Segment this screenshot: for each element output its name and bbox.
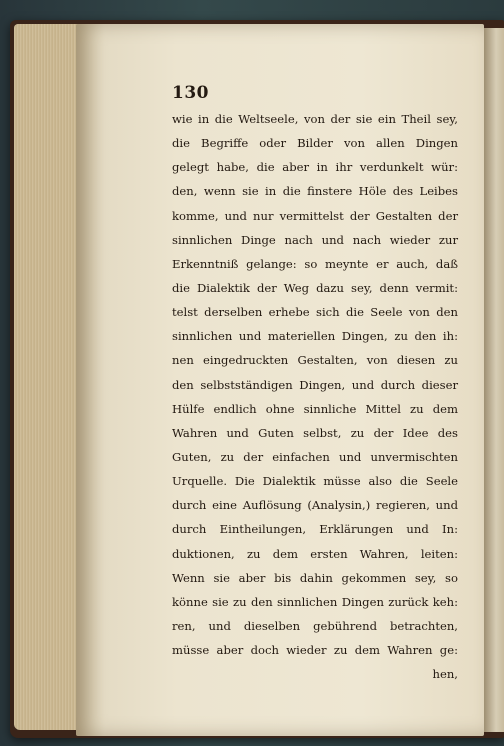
facing-page-edge: [484, 28, 504, 732]
text-line: die Dialektik der Weg dazu sey, denn vermit:: [172, 280, 458, 295]
text-line: wie in die Weltseele, von der sie ein Theil sey,: [172, 112, 458, 126]
text-line: Wahren und Guten selbst, zu der Idee des: [172, 425, 458, 440]
text-line: nen eingedruckten Gestalten, von diesen zu: [172, 353, 458, 368]
text-line: ren, und dieselben gebührend betrachten,: [172, 618, 458, 633]
text-line: komme, und nur vermittelst der Gestalten der: [172, 208, 458, 223]
text-line: Urquelle. Die Dialektik müsse also die Seele: [172, 474, 458, 489]
page-number: 130: [172, 83, 209, 103]
text-line: duktionen, zu dem ersten Wahren, leiten:: [172, 546, 458, 561]
text-line: Wenn sie aber bis dahin gekommen sey, so: [172, 570, 458, 585]
text-line: Guten, zu der einfachen und unvermischten: [172, 449, 458, 464]
text-line: telst derselben erhebe sich die Seele von den: [172, 305, 458, 320]
text-line: die Begriffe oder Bilder von allen Dingen: [172, 136, 458, 151]
text-line: sinnlichen und materiellen Dingen, zu den ih:: [172, 329, 458, 344]
text-line: hen,: [432, 667, 458, 682]
text-line: Erkenntniß gelange: so meynte er auch, daß: [172, 256, 458, 271]
text-line: durch Eintheilungen, Erklärungen und In:: [172, 522, 458, 537]
text-line: Hülfe endlich ohne sinnliche Mittel zu dem: [172, 401, 458, 416]
text-line: den selbstständigen Dingen, und durch dieser: [172, 377, 458, 392]
text-line: den, wenn sie in die finstere Höle des Leibes: [172, 184, 458, 199]
page-text: [172, 107, 458, 686]
text-line: durch eine Auflösung (Analysin,) regieren, und: [172, 498, 458, 513]
text-line: sinnlichen Dinge nach und nach wieder zur: [172, 232, 458, 247]
text-line: müsse aber doch wieder zu dem Wahren ge:: [172, 643, 458, 658]
text-line: gelegt habe, die aber in ihr verdunkelt wür:: [172, 160, 458, 175]
text-line: könne sie zu den sinnlichen Dingen zurück keh:: [172, 594, 458, 609]
